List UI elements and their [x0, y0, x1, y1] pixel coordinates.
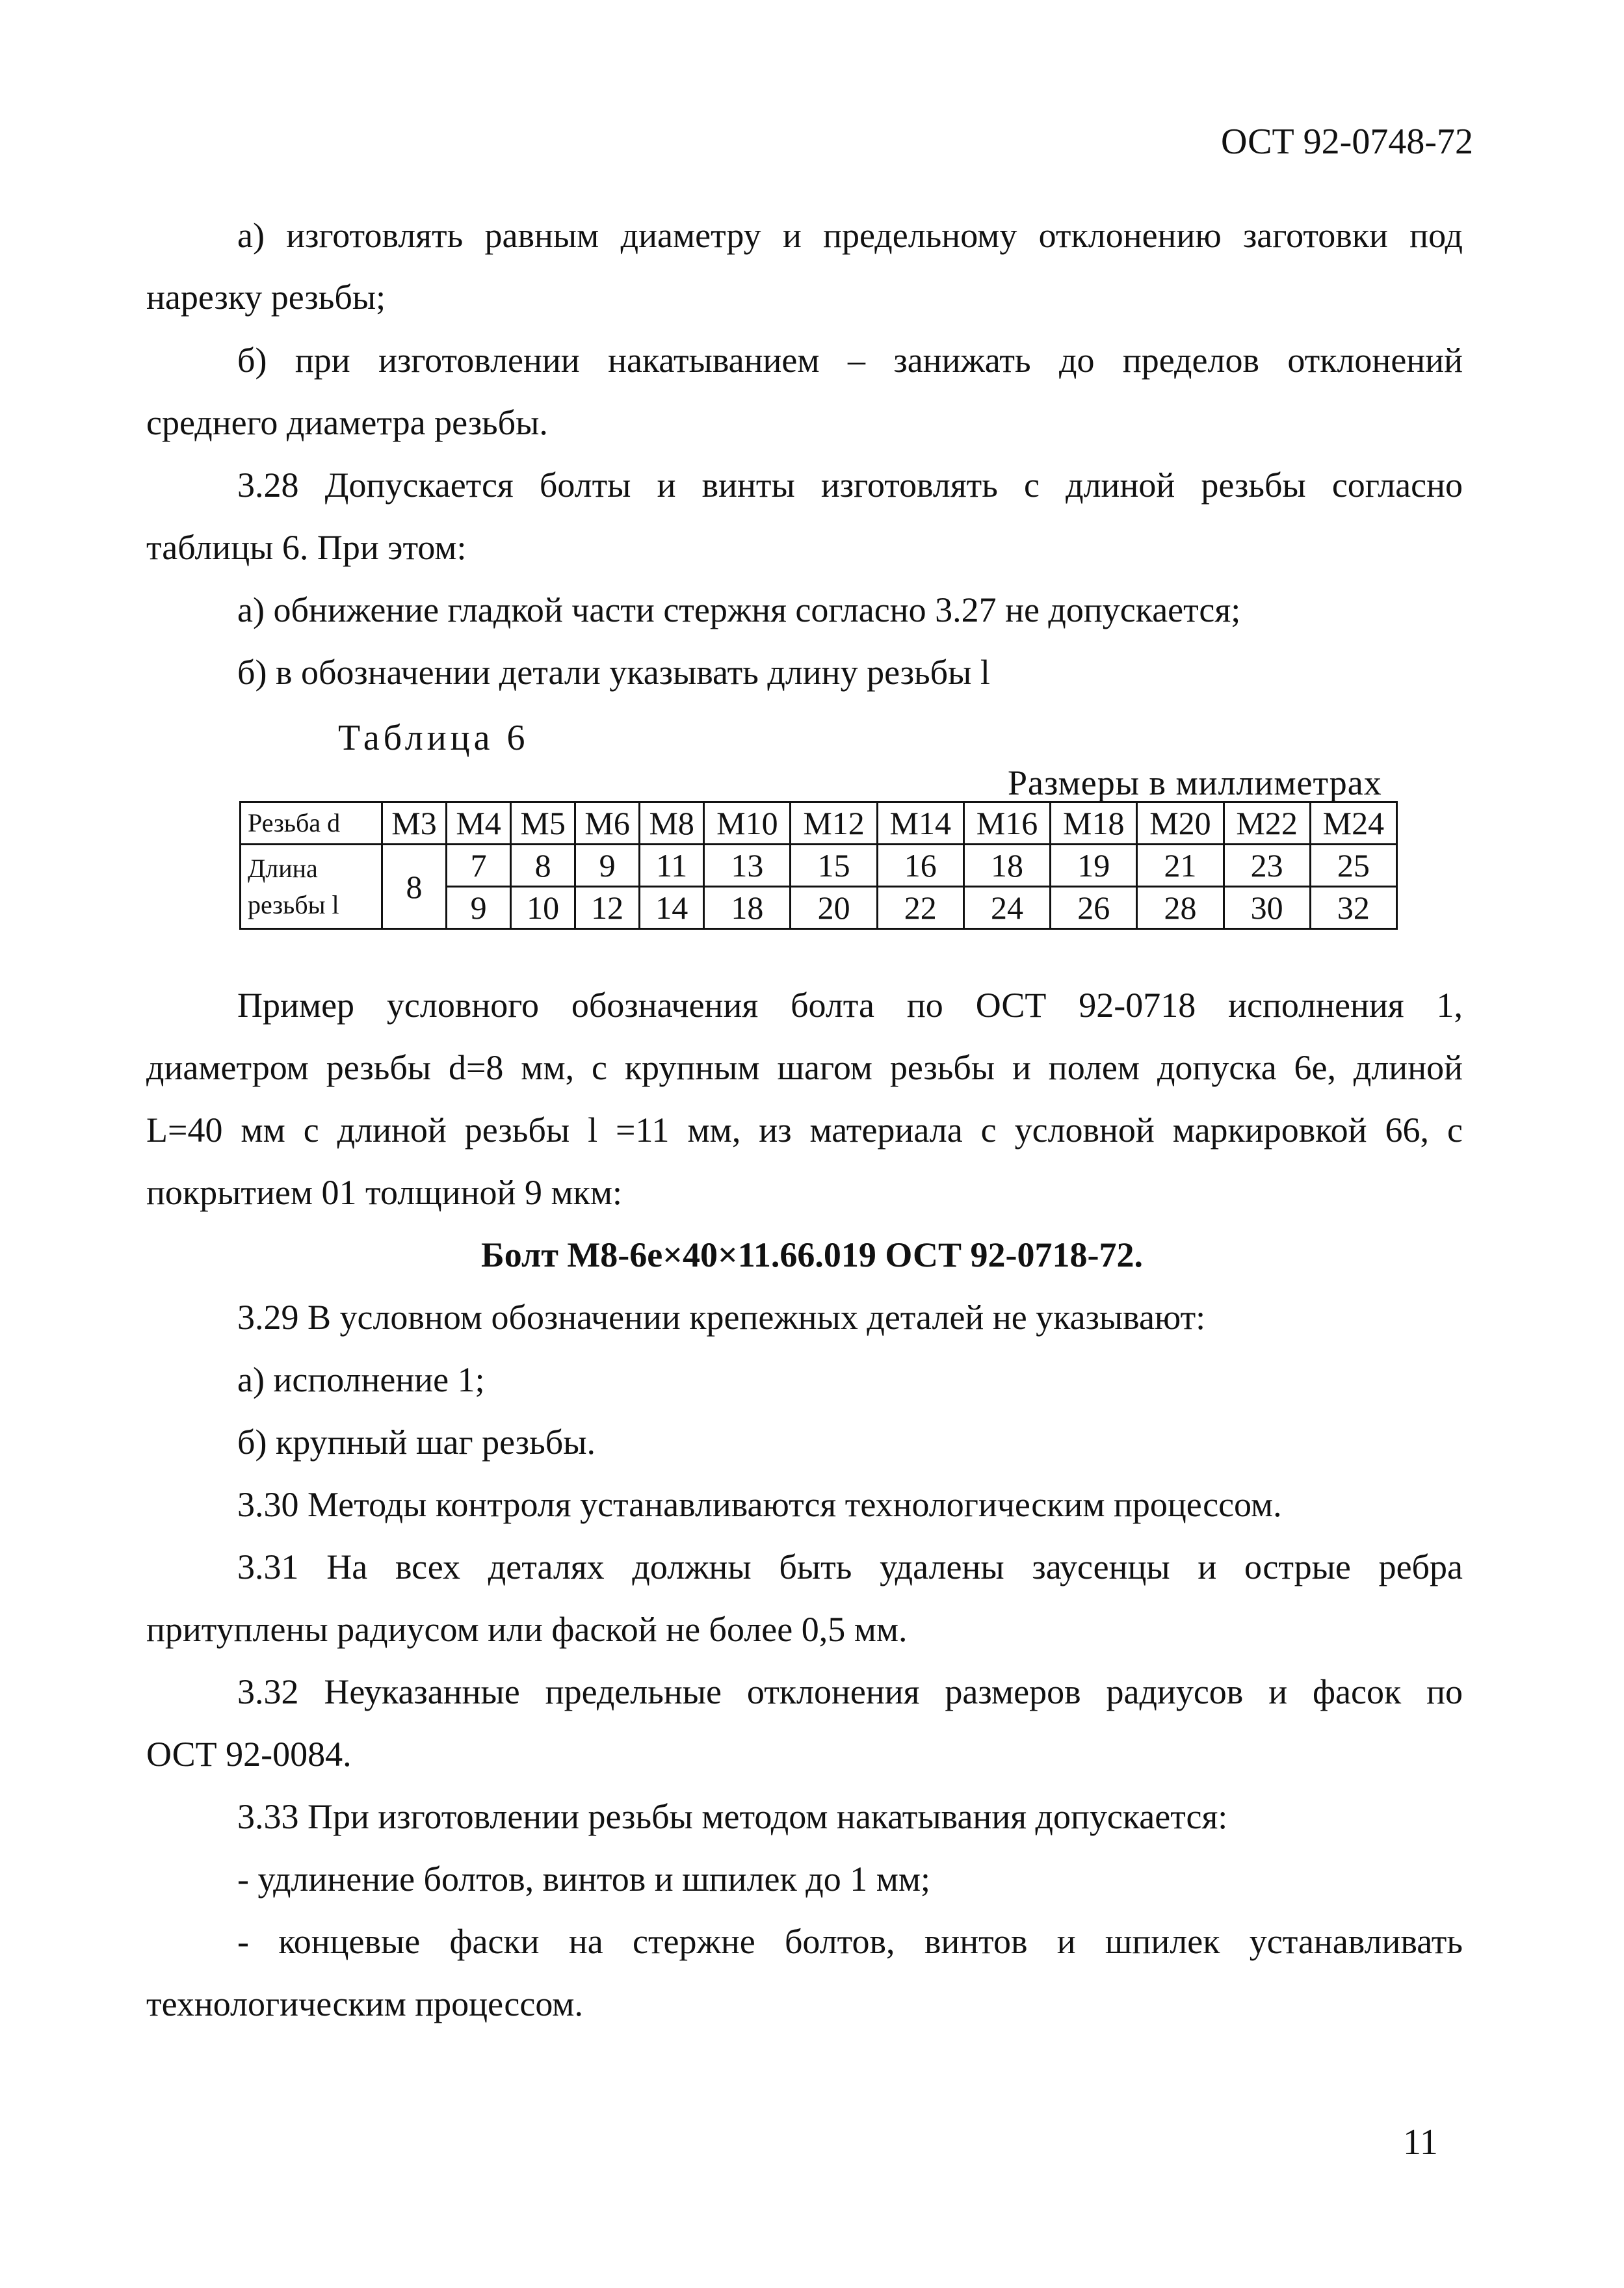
clause-3-29-item-b: б) крупный шаг резьбы.	[237, 1423, 596, 1462]
table-cell: М24	[1310, 802, 1396, 845]
table-cell: 15	[791, 845, 877, 887]
table-cell: 9	[575, 845, 640, 887]
table-cell: М3	[382, 802, 447, 845]
table-header-length-line-2: резьбы l	[248, 889, 339, 919]
table-cell: М14	[877, 802, 963, 845]
clause-3-28-item-a: а) обнижение гладкой части стержня согласно 3.27 не допускается;	[237, 590, 1241, 629]
table-cell: 10	[511, 887, 575, 929]
table-header-length	[241, 845, 382, 929]
table-cell: 7	[447, 845, 511, 887]
table-cell: 13	[704, 845, 791, 887]
table-title: Таблица 6	[338, 718, 529, 758]
table-row	[241, 845, 1397, 887]
clause-3-33: 3.33 При изготовлении резьбы методом накатывания допускается:	[237, 1797, 1228, 1836]
table-cell: М22	[1224, 802, 1310, 845]
clause-3-29-item-a: а) исполнение 1;	[237, 1360, 485, 1399]
example-line-3: L=40 мм с длиной резьбы l =11 мм, из материала с условной маркировкой 66, с	[146, 1111, 1463, 1150]
table-header-length-line-1: Длина	[248, 853, 318, 883]
paragraph-a-line-1: а) изготовлять равным диаметру и предельному отклонению заготовки под	[237, 216, 1463, 255]
clause-3-33-item-2-line-2: технологическим процессом.	[146, 1984, 583, 2023]
table-cell: М18	[1051, 802, 1137, 845]
table-cell: 21	[1137, 845, 1224, 887]
table-cell: 18	[963, 845, 1050, 887]
table-cell: 18	[704, 887, 791, 929]
example-designation: Болт М8-6е×40×11.66.019 ОСТ 92-0718-72.	[481, 1235, 1143, 1274]
thread-length-table	[239, 801, 1398, 930]
table-cell: 20	[791, 887, 877, 929]
example-line-1: Пример условного обозначения болта по ОСТ 92-0718 исполнения 1,	[237, 986, 1463, 1025]
table-cell: 23	[1224, 845, 1310, 887]
table-cell: 9	[447, 887, 511, 929]
table-cell: М20	[1137, 802, 1224, 845]
example-line-4: покрытием 01 толщиной 9 мкм:	[146, 1173, 623, 1212]
table-cell: 24	[963, 887, 1050, 929]
table-cell: 16	[877, 845, 963, 887]
paragraph-b-line-1: б) при изготовлении накатыванием – занижать до пределов отклонений	[237, 341, 1463, 380]
table-units: Размеры в миллиметрах	[1008, 763, 1382, 802]
table-row	[241, 802, 1397, 845]
clause-3-28-line-1: 3.28 Допускается болты и винты изготовлять с длиной резьбы согласно	[237, 466, 1463, 505]
table-cell: 30	[1224, 887, 1310, 929]
clause-3-29: 3.29 В условном обозначении крепежных деталей не указывают:	[237, 1298, 1206, 1337]
table-cell: 11	[640, 845, 704, 887]
table-cell: 12	[575, 887, 640, 929]
table-cell: 19	[1051, 845, 1137, 887]
table-cell: 22	[877, 887, 963, 929]
table-cell: 8	[382, 845, 447, 929]
table-cell: 8	[511, 845, 575, 887]
table-cell: 14	[640, 887, 704, 929]
document-code: ОСТ 92-0748-72	[1221, 122, 1473, 162]
example-line-2: диаметром резьбы d=8 мм, с крупным шагом резьбы и полем допуска 6е, длиной	[146, 1048, 1463, 1087]
table-cell: М6	[575, 802, 640, 845]
table-cell: М12	[791, 802, 877, 845]
clause-3-33-item-1: - удлинение болтов, винтов и шпилек до 1 мм;	[237, 1860, 931, 1899]
clause-3-32-line-2: ОСТ 92-0084.	[146, 1735, 352, 1774]
table-cell: 25	[1310, 845, 1396, 887]
clause-3-31-line-1: 3.31 На всех деталях должны быть удалены заусенцы и острые ребра	[237, 1547, 1463, 1586]
table-header-thread: Резьба d	[241, 802, 382, 845]
table-cell: М4	[447, 802, 511, 845]
clause-3-31-line-2: притуплены радиусом или фаской не более 0,5 мм.	[146, 1610, 908, 1649]
table-cell: 28	[1137, 887, 1224, 929]
paragraph-b-line-2: среднего диаметра резьбы.	[146, 403, 548, 442]
table-cell: 26	[1051, 887, 1137, 929]
table-cell: М5	[511, 802, 575, 845]
clause-3-33-item-2-line-1: - концевые фаски на стержне болтов, винтов и шпилек устанавливать	[237, 1922, 1463, 1961]
table-cell: М8	[640, 802, 704, 845]
table-cell: 32	[1310, 887, 1396, 929]
clause-3-30: 3.30 Методы контроля устанавливаются технологическим процессом.	[237, 1485, 1282, 1524]
clause-3-32-line-1: 3.32 Неуказанные предельные отклонения размеров радиусов и фасок по	[237, 1672, 1463, 1711]
paragraph-a-line-2: нарезку резьбы;	[146, 278, 386, 317]
table-cell: М16	[963, 802, 1050, 845]
clause-3-28-item-b: б) в обозначении детали указывать длину резьбы l	[237, 653, 990, 692]
table-cell: М10	[704, 802, 791, 845]
clause-3-28-line-2: таблицы 6. При этом:	[146, 528, 467, 567]
page-number: 11	[1403, 2122, 1438, 2163]
